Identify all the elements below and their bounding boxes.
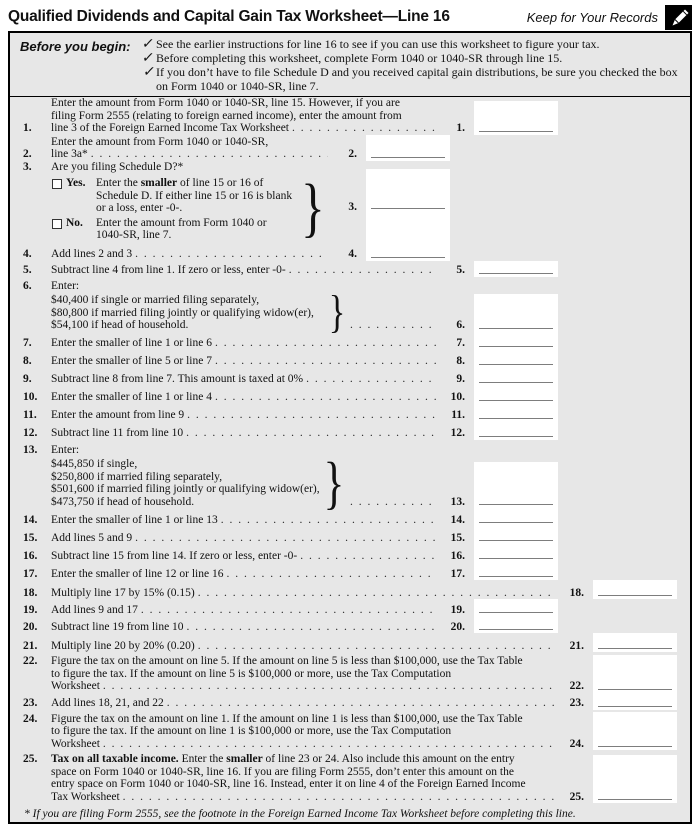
line-25-entry[interactable] <box>593 755 677 803</box>
line-12-entry[interactable] <box>474 422 558 440</box>
yes-checkbox[interactable] <box>52 179 62 189</box>
worksheet-line-17: 17. Enter the smaller of line 12 or line 16 . . . 17. <box>10 562 690 580</box>
header <box>8 0 692 31</box>
worksheet-line-22: 22. Figure the tax on the amount on line 5. If the amount on line 5 is less than $100,000, use the Tax Table to figure the tax. If the amount on line 5 is $100,000 or more, use the Tax Computation Worksheet . . . 22. <box>10 652 690 693</box>
dotted-leader <box>215 337 436 350</box>
dotted-leader <box>123 791 555 804</box>
worksheet-line-13: 13. Enter: $445,850 if single, $250,800 if married filing separately, $501,600 if married filing jointly or qualifying widow(er), $473,750 if head of household. } . . . 13. <box>10 440 690 509</box>
dotted-leader <box>103 680 555 693</box>
line-7-entry[interactable] <box>474 332 558 350</box>
checkmark-icon: ✓ <box>140 37 156 52</box>
page-title: Qualified Dividends and Capital Gain Tax Worksheet—Line 16 <box>8 8 450 25</box>
line-18-entry[interactable] <box>593 580 677 599</box>
footnote: * If you are filing Form 2555, see the footnote in the Foreign Earned Income Tax Worksheet before completing this line. <box>24 808 576 820</box>
line-16-entry[interactable] <box>474 544 558 562</box>
line-6-entry[interactable] <box>474 294 558 332</box>
dotted-leader <box>215 355 436 368</box>
dotted-leader <box>187 621 436 634</box>
checklist-item: ✓ Before completing this worksheet, complete Form 1040 or 1040-SR through line 15. <box>140 51 563 66</box>
line-23-entry[interactable] <box>593 693 677 710</box>
checklist-item: ✓ See the earlier instructions for line 16 to see if you can use this worksheet to figure your tax. <box>140 37 600 52</box>
line-24-entry[interactable] <box>593 712 677 750</box>
dotted-leader <box>198 587 555 600</box>
dotted-leader <box>198 640 555 653</box>
worksheet-line-18: 18. Multiply line 17 by 15% (0.15) . . . 18. <box>10 580 690 599</box>
worksheet-line-7: 7. Enter the smaller of line 1 or line 6 . . . 7. <box>10 332 690 350</box>
line-19-entry[interactable] <box>474 599 558 616</box>
line-22-entry[interactable] <box>593 655 677 693</box>
worksheet-line-15: 15. Add lines 5 and 9 . . . 15. <box>10 526 690 544</box>
dotted-leader <box>292 122 436 135</box>
dotted-leader <box>300 550 436 563</box>
worksheet-line-11: 11. Enter the amount from line 9 . . . 11. <box>10 404 690 422</box>
dotted-leader <box>187 409 436 422</box>
worksheet-line-12: 12. Subtract line 11 from line 10 . . . 12. <box>10 422 690 440</box>
line-9-entry[interactable] <box>474 368 558 386</box>
line-21-entry[interactable] <box>593 633 677 652</box>
worksheet-line-19: 19. Add lines 9 and 17 . . . 19. <box>10 599 690 616</box>
worksheet-line-24: 24. Figure the tax on the amount on line 1. If the amount on line 1 is less than $100,000, use the Tax Table to figure the tax. If the amount on line 1 is $100,000 or more, use the Tax Computation Worksheet . . . 24. <box>10 710 690 751</box>
dotted-leader <box>141 604 436 617</box>
before-you-begin-items <box>142 38 684 93</box>
dotted-leader <box>289 264 436 277</box>
before-you-begin-section <box>10 33 690 97</box>
before-you-begin-label: Before you begin: <box>20 39 131 54</box>
brace: } <box>323 449 345 515</box>
worksheet-line-21: 21. Multiply line 20 by 20% (0.20) . . . 21. <box>10 633 690 652</box>
worksheet-box <box>8 31 692 824</box>
pencil-icon <box>665 5 692 30</box>
worksheet-line-6: 6. Enter: $40,400 if single or married filing separately, $80,800 if married filing jointly or qualifying widow(er), $54,100 if head of household. } . . . 6. <box>10 277 690 332</box>
line-2-entry[interactable] <box>366 135 450 161</box>
checkmark-icon: ✓ <box>141 65 157 80</box>
line-20-entry[interactable] <box>474 616 558 633</box>
dotted-leader <box>350 319 436 332</box>
line-14-entry[interactable] <box>474 508 558 526</box>
line-11-entry[interactable] <box>474 404 558 422</box>
line-13-entry[interactable] <box>474 462 558 508</box>
dotted-leader <box>103 738 555 751</box>
dotted-leader <box>135 532 436 545</box>
worksheet-line-1: 1. Enter the amount from Form 1040 or 1040-SR, line 15. However, if you are filing Form 2555 (relating to foreign earned income), enter the amount from line 3 of the Foreign Earned Income Tax Worksheet . . . 1. <box>10 97 690 135</box>
line-15-entry[interactable] <box>474 526 558 544</box>
schedule-d-no-option: No. Enter the amount from Form 1040 or 1040-SR, line 7. <box>51 217 297 242</box>
line-10-entry[interactable] <box>474 386 558 404</box>
brace: } <box>328 286 346 338</box>
worksheet-line-16: 16. Subtract line 15 from line 14. If zero or less, enter -0- . . . 16. <box>10 544 690 562</box>
schedule-d-yes-option: Yes. Enter the smaller of line 15 or 16 of Schedule D. If either line 15 or 16 is blank or a loss, enter -0-. <box>51 177 297 215</box>
worksheet-line-5: 5. Subtract line 4 from line 1. If zero or less, enter -0- . . . 5. <box>10 261 690 277</box>
dotted-leader <box>215 391 436 404</box>
worksheet-line-4: 4. Add lines 2 and 3 . . . 4. <box>10 243 690 261</box>
worksheet-line-8: 8. Enter the smaller of line 5 or line 7 . . . 8. <box>10 350 690 368</box>
dotted-leader <box>306 373 436 386</box>
checkmark-icon: ✓ <box>140 51 156 66</box>
dotted-leader <box>226 568 436 581</box>
dotted-leader <box>350 496 436 509</box>
line-8-entry[interactable] <box>474 350 558 368</box>
dotted-leader <box>221 514 436 527</box>
no-checkbox[interactable] <box>52 219 62 229</box>
worksheet-line-9: 9. Subtract line 8 from line 7. This amount is taxed at 0% . . . 9. <box>10 368 690 386</box>
worksheet-line-10: 10. Enter the smaller of line 1 or line 4 . . . 10. <box>10 386 690 404</box>
worksheet-line-2: 2. Enter the amount from Form 1040 or 1040-SR, line 3a* . . . 2. <box>10 135 690 161</box>
keep-for-records-label: Keep for Your Records <box>526 9 658 25</box>
worksheet-line-23: 23. Add lines 18, 21, and 22 . . . 23. <box>10 693 690 710</box>
worksheet-line-14: 14. Enter the smaller of line 1 or line 13 . . . 14. <box>10 508 690 526</box>
dotted-leader <box>91 148 328 161</box>
dotted-leader <box>186 427 436 440</box>
line-5-entry[interactable] <box>474 261 558 277</box>
line-3-entry[interactable] <box>366 169 450 243</box>
line-4-entry[interactable] <box>366 243 450 261</box>
line-17-entry[interactable] <box>474 562 558 580</box>
dotted-leader <box>135 248 328 261</box>
dotted-leader <box>167 697 555 710</box>
checklist-item: ✓ If you don’t have to file Schedule D and you received capital gain distributions, be sure you checked the box on Form 1040 or 1040-SR, line 7. <box>142 66 684 93</box>
worksheet-line-3: 3. Are you filing Schedule D?* Yes. Enter the smaller of line 15 or 16 of Schedule D. If either line 15 or 16 is blank or a loss, enter -0-. No. Enter the amount from Form 1040 or 1040-SR, line 7. } 3. <box>10 161 690 243</box>
brace: } <box>301 170 326 244</box>
worksheet-line-25: 25. Tax on all taxable income. Enter the smaller of line 23 or 24. Also include this amount on the entry space on Form 1040 or 1040-SR, line 16. If you are filing Form 2555, don’t enter this amount on the entry space on Form 1040 or 1040-SR, line 16. Instead, enter it on line 4 of the Foreign Earned Income Tax Worksheet . . . 25. <box>10 750 690 803</box>
worksheet-line-20: 20. Subtract line 19 from line 10 . . . 20. <box>10 616 690 633</box>
line-1-entry[interactable] <box>474 101 558 135</box>
